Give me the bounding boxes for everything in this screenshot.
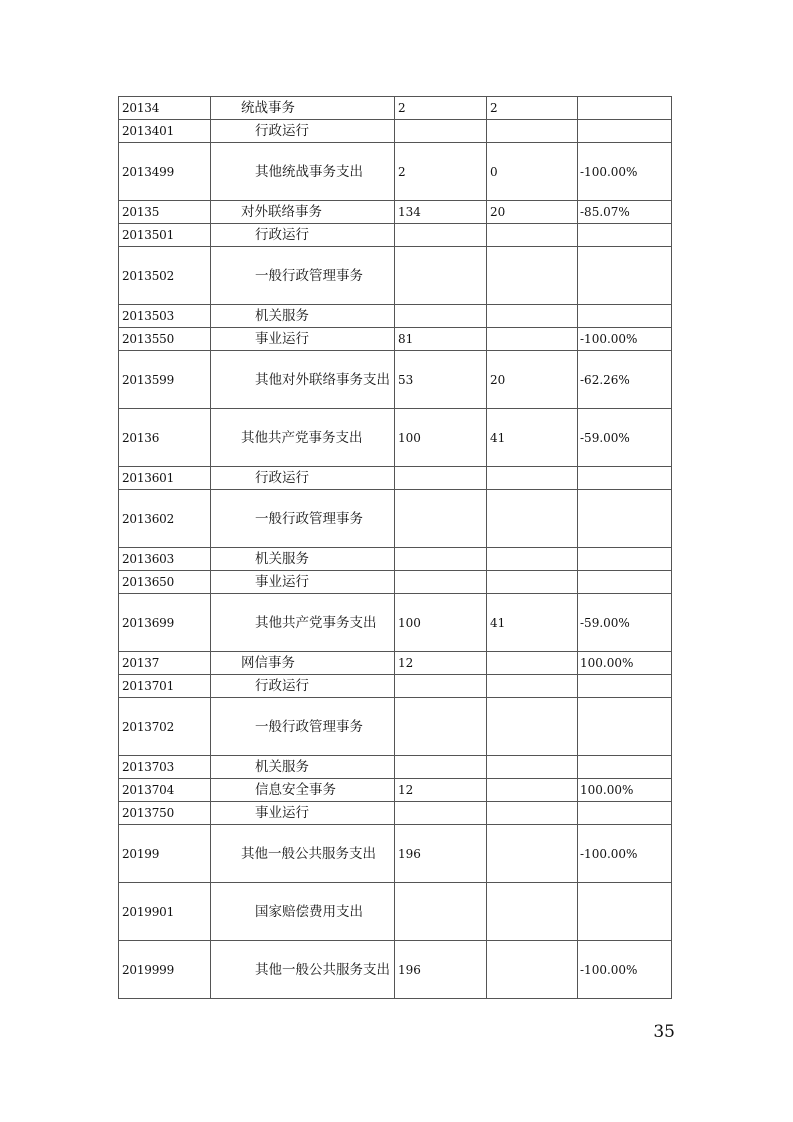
cell-item-name: 网信事务: [211, 652, 395, 675]
cell-item-name: 其他对外联络事务支出: [211, 351, 395, 409]
cell-value-prior: [395, 802, 487, 825]
cell-change-pct: [578, 698, 672, 756]
cell-change-pct: -100.00%: [578, 328, 672, 351]
table-row: [119, 467, 672, 490]
cell-value-prior: [395, 120, 487, 143]
cell-value-current: [487, 802, 578, 825]
cell-code: 2013702: [119, 698, 211, 756]
cell-value-current: [487, 883, 578, 941]
cell-code: 2019999: [119, 941, 211, 999]
cell-value-prior: [395, 883, 487, 941]
cell-code: 2013704: [119, 779, 211, 802]
cell-value-current: [487, 652, 578, 675]
table-row: [119, 143, 672, 201]
cell-value-current: 20: [487, 201, 578, 224]
cell-code: 2013401: [119, 120, 211, 143]
cell-change-pct: -100.00%: [578, 825, 672, 883]
table-row: [119, 120, 672, 143]
cell-value-current: [487, 779, 578, 802]
table-row: [119, 247, 672, 305]
cell-change-pct: -62.26%: [578, 351, 672, 409]
cell-value-prior: 2: [395, 143, 487, 201]
cell-change-pct: [578, 120, 672, 143]
cell-code: 20134: [119, 97, 211, 120]
cell-code: 20137: [119, 652, 211, 675]
cell-item-name: 行政运行: [211, 224, 395, 247]
cell-change-pct: [578, 756, 672, 779]
table-row: [119, 548, 672, 571]
cell-change-pct: [578, 883, 672, 941]
cell-value-prior: 12: [395, 652, 487, 675]
cell-value-prior: 12: [395, 779, 487, 802]
table-body: [119, 97, 672, 999]
table-row: [119, 883, 672, 941]
cell-value-prior: [395, 490, 487, 548]
cell-change-pct: [578, 97, 672, 120]
cell-value-prior: [395, 467, 487, 490]
cell-change-pct: -85.07%: [578, 201, 672, 224]
page-number: 35: [653, 1022, 675, 1042]
cell-code: 2013699: [119, 594, 211, 652]
cell-change-pct: [578, 571, 672, 594]
cell-change-pct: [578, 224, 672, 247]
cell-value-current: [487, 490, 578, 548]
cell-value-prior: 53: [395, 351, 487, 409]
cell-code: 2013602: [119, 490, 211, 548]
cell-value-prior: [395, 305, 487, 328]
cell-value-prior: 196: [395, 941, 487, 999]
cell-code: 20136: [119, 409, 211, 467]
table-row: [119, 941, 672, 999]
cell-code: 2013502: [119, 247, 211, 305]
cell-change-pct: 100.00%: [578, 652, 672, 675]
table-row: [119, 571, 672, 594]
cell-value-current: [487, 756, 578, 779]
cell-change-pct: [578, 802, 672, 825]
cell-value-current: [487, 698, 578, 756]
cell-value-prior: [395, 224, 487, 247]
cell-value-current: [487, 120, 578, 143]
cell-item-name: 对外联络事务: [211, 201, 395, 224]
cell-change-pct: [578, 305, 672, 328]
cell-value-current: [487, 328, 578, 351]
cell-value-current: [487, 224, 578, 247]
cell-value-current: [487, 825, 578, 883]
cell-code: 20135: [119, 201, 211, 224]
cell-value-prior: 2: [395, 97, 487, 120]
cell-value-prior: 196: [395, 825, 487, 883]
cell-value-prior: 100: [395, 594, 487, 652]
table-row: [119, 224, 672, 247]
cell-item-name: 事业运行: [211, 328, 395, 351]
cell-item-name: 国家赔偿费用支出: [211, 883, 395, 941]
cell-change-pct: -59.00%: [578, 409, 672, 467]
cell-value-current: [487, 305, 578, 328]
cell-code: 2013701: [119, 675, 211, 698]
cell-code: 2013599: [119, 351, 211, 409]
cell-change-pct: -100.00%: [578, 941, 672, 999]
cell-value-current: 0: [487, 143, 578, 201]
table-row: [119, 825, 672, 883]
cell-item-name: 事业运行: [211, 802, 395, 825]
table-row: [119, 698, 672, 756]
table-row: [119, 305, 672, 328]
cell-item-name: 其他共产党事务支出: [211, 594, 395, 652]
cell-code: 2013603: [119, 548, 211, 571]
cell-code: 20199: [119, 825, 211, 883]
cell-value-prior: [395, 756, 487, 779]
cell-value-current: [487, 467, 578, 490]
cell-value-current: [487, 247, 578, 305]
budget-table: [118, 96, 672, 999]
cell-value-prior: 100: [395, 409, 487, 467]
cell-item-name: 行政运行: [211, 467, 395, 490]
cell-item-name: 行政运行: [211, 675, 395, 698]
cell-item-name: 行政运行: [211, 120, 395, 143]
table-row: [119, 652, 672, 675]
cell-change-pct: 100.00%: [578, 779, 672, 802]
cell-item-name: 其他一般公共服务支出: [211, 941, 395, 999]
cell-change-pct: [578, 467, 672, 490]
cell-item-name: 一般行政管理事务: [211, 247, 395, 305]
table-row: [119, 756, 672, 779]
cell-item-name: 一般行政管理事务: [211, 490, 395, 548]
table-row: [119, 201, 672, 224]
cell-code: 2013501: [119, 224, 211, 247]
cell-code: 2013650: [119, 571, 211, 594]
cell-item-name: 事业运行: [211, 571, 395, 594]
cell-change-pct: [578, 548, 672, 571]
cell-value-current: [487, 571, 578, 594]
table-row: [119, 594, 672, 652]
cell-item-name: 统战事务: [211, 97, 395, 120]
cell-item-name: 一般行政管理事务: [211, 698, 395, 756]
cell-item-name: 其他一般公共服务支出: [211, 825, 395, 883]
cell-value-current: 41: [487, 594, 578, 652]
cell-change-pct: [578, 490, 672, 548]
cell-value-current: 20: [487, 351, 578, 409]
cell-value-current: [487, 548, 578, 571]
cell-value-prior: [395, 571, 487, 594]
cell-item-name: 机关服务: [211, 756, 395, 779]
cell-value-current: [487, 941, 578, 999]
table-row: [119, 351, 672, 409]
cell-item-name: 信息安全事务: [211, 779, 395, 802]
cell-value-prior: [395, 675, 487, 698]
cell-change-pct: -100.00%: [578, 143, 672, 201]
table-row: [119, 802, 672, 825]
table-row: [119, 328, 672, 351]
cell-value-prior: [395, 548, 487, 571]
cell-value-prior: [395, 698, 487, 756]
cell-value-prior: [395, 247, 487, 305]
cell-change-pct: [578, 675, 672, 698]
table-row: [119, 490, 672, 548]
cell-item-name: 机关服务: [211, 305, 395, 328]
cell-item-name: 其他统战事务支出: [211, 143, 395, 201]
cell-code: 2013750: [119, 802, 211, 825]
cell-value-current: [487, 675, 578, 698]
cell-code: 2013703: [119, 756, 211, 779]
cell-code: 2013503: [119, 305, 211, 328]
table-row: [119, 97, 672, 120]
table-row: [119, 409, 672, 467]
cell-value-prior: 134: [395, 201, 487, 224]
cell-value-prior: 81: [395, 328, 487, 351]
cell-change-pct: -59.00%: [578, 594, 672, 652]
cell-code: 2013601: [119, 467, 211, 490]
table-row: [119, 779, 672, 802]
cell-value-current: 2: [487, 97, 578, 120]
cell-code: 2019901: [119, 883, 211, 941]
cell-code: 2013550: [119, 328, 211, 351]
cell-code: 2013499: [119, 143, 211, 201]
cell-value-current: 41: [487, 409, 578, 467]
cell-change-pct: [578, 247, 672, 305]
table-row: [119, 675, 672, 698]
cell-item-name: 其他共产党事务支出: [211, 409, 395, 467]
cell-item-name: 机关服务: [211, 548, 395, 571]
